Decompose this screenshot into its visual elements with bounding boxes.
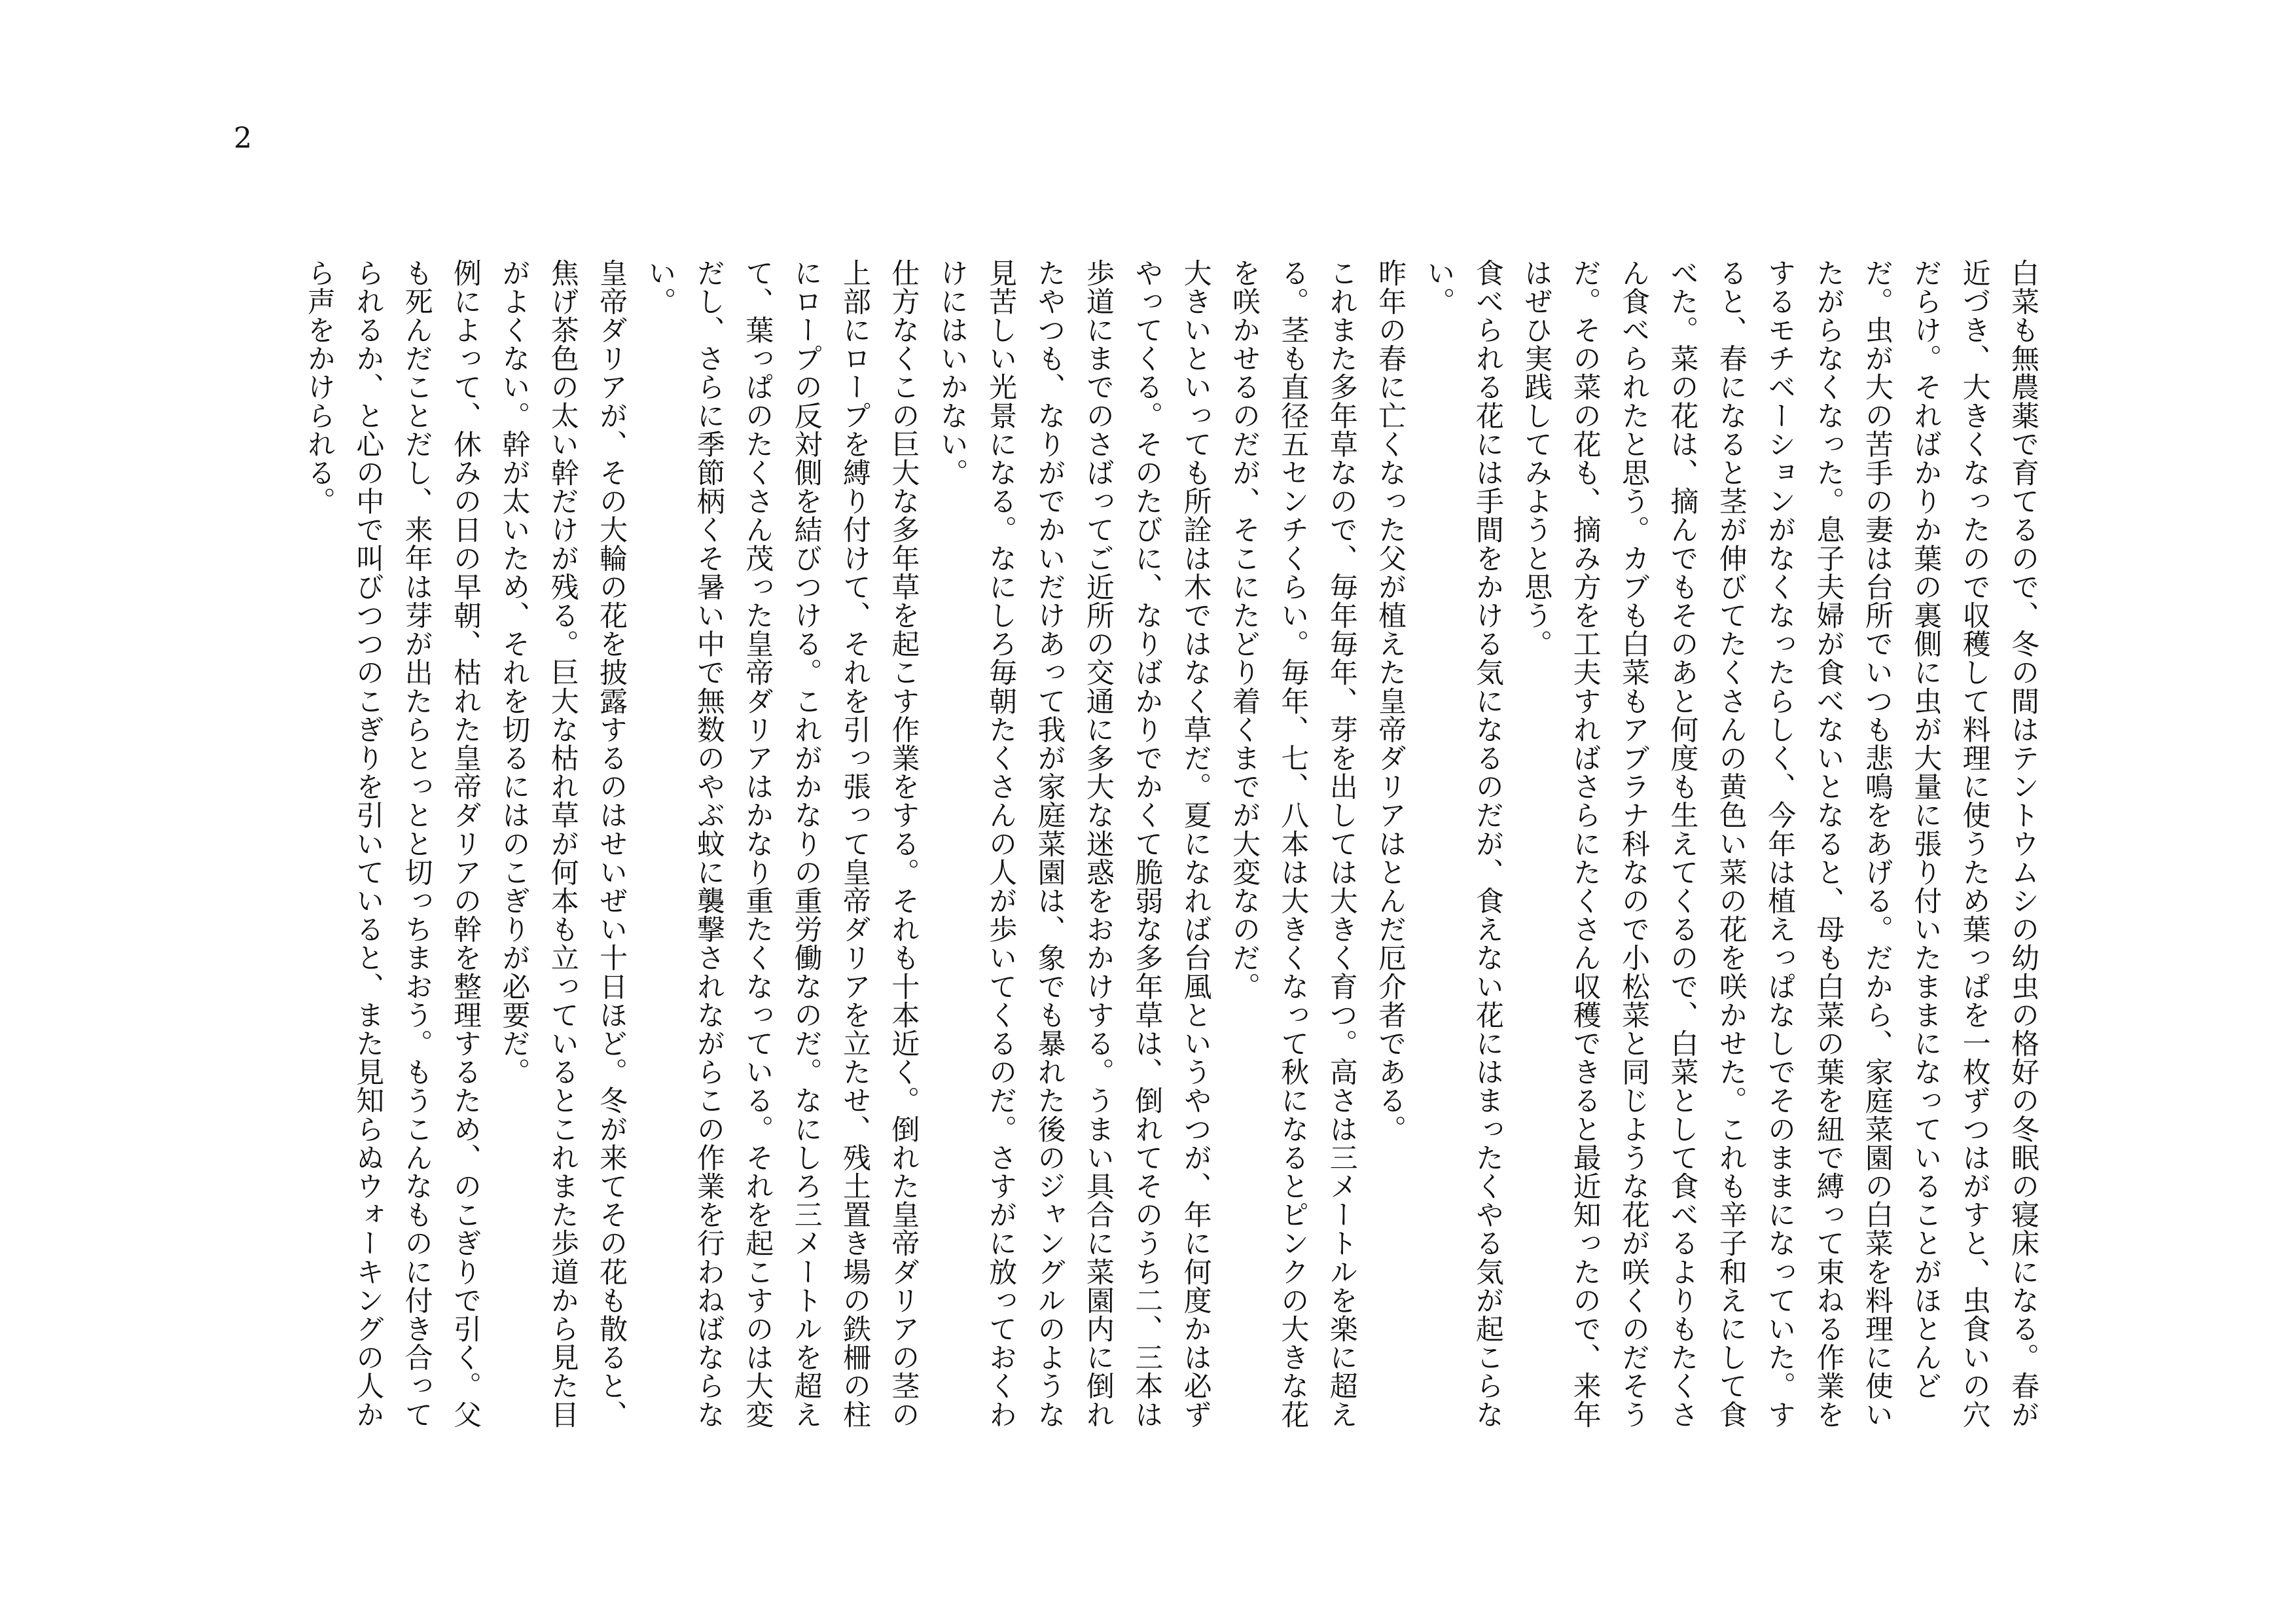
body-text: [241, 259, 2047, 1437]
paragraph: 大きいといっても所詮は木ではなく草だ。夏になれば台風というやつが、年に何度かは必ずやってくる。そのたびに、なりばかりでかくて脆弱な多年草は、倒れてそのうち二、三本は歩道にまでのさばってご近所の交通に多大な迷惑をおかけする。うまい具合に菜園内に倒れたやつも、なりがでかいだけあって我が家庭菜園は、象でも暴れた後のジャングルのような見苦しい光景になる。なにしろ毎朝たくさんの人が歩いてくるのだ。さすがに放っておくわけにはいかない。: [935, 259, 1212, 1429]
paragraph: 食べられる花には手間をかける気になるのだが、食えない花にはまったくやる気が起こらない。: [1422, 259, 1504, 1429]
paragraph: これまた多年草なので、毎年毎年、芽を出しては大きく育つ。高さは三メートルを楽に超える。茎も直径五センチくらい。毎年、七、八本は大きくなって秋になるとピンクの大きな花を咲かせるのだが、そこにたどり着くまでが大変なのだ。: [1228, 259, 1358, 1429]
paragraph: 仕方なくこの巨大な多年草を起こす作業をする。それも十本近く。倒れた皇帝ダリアの茎の上部にロープを縛り付けて、それを引っ張って皇帝ダリアを立たせ、残土置き場の鉄柵の柱にロープの反対側を結びつける。これがかなりの重労働なのだ。なにしろ三メートルを超えて、葉っぱのたくさん茂った皇帝ダリアはかなり重たくなっている。それを起こすのは大変だし、さらに季節柄くそ暑い中で無数のやぶ蚊に襲撃されながらこの作業を行わねばならない。: [643, 259, 920, 1429]
paragraph: 昨年の春に亡くなった父が植えた皇帝ダリアはとんだ厄介者である。: [1374, 259, 1407, 1144]
paragraph: 皇帝ダリアが、その大輪の花を披露するのはせいぜい十日ほど。冬が来てその花も散ると、焦げ茶色の太い幹だけが残る。巨大な枯れ草が何本も立っているとこれまた歩道から見た目がよくない。幹が太いため、それを切るにはのこぎりが必要だ。: [497, 259, 628, 1429]
paragraph: 白菜も無農薬で育てるので、冬の間はテントウムシの幼虫の格好の冬眠の寝床になる。春が近づき、大きくなったので収穫して料理に使うため葉っぱを一枚ずつはがすと、虫食いの穴だらけ。そればかりか葉の裏側に虫が大量に張り付いたままになっていることがほとんどだ。虫が大の苦手の妻は台所でいつも悲鳴をあげる。だから、家庭菜園の白菜を料理に使いたがらなくなった。息子夫婦が食べないとなると、母も白菜の葉を紐で縛って束ねる作業をするモチベーションがなくなったらしく、今年は植えっぱなしでそのままになっていた。すると、春になると茎が伸びてたくさんの黄色い菜の花を咲かせた。これも辛子和えにして食べた。菜の花は、摘んでもそのあと何度も生えてくるので、白菜として食べるよりもたくさん食べられたと思う。カブも白菜もアブラナ科なので小松菜と同じような花が咲くのだそうだ。その菜の花も、摘み方を工夫すればさらにたくさん収穫できると最近知ったので、来年はぜひ実践してみようと思う。: [1520, 259, 2039, 1429]
paragraph: 例によって、休みの日の早朝、枯れた皇帝ダリアの幹を整理するため、のこぎりで引く。父も死んだことだし、来年は芽が出たらとっとと切っちまおう。もうこんなものに付き合ってられるか、と心の中で叫びつつのこぎりを引いていると、また見知らぬウォーキングの人から声をかけられる。: [302, 259, 482, 1429]
page-number: 2: [234, 122, 252, 155]
